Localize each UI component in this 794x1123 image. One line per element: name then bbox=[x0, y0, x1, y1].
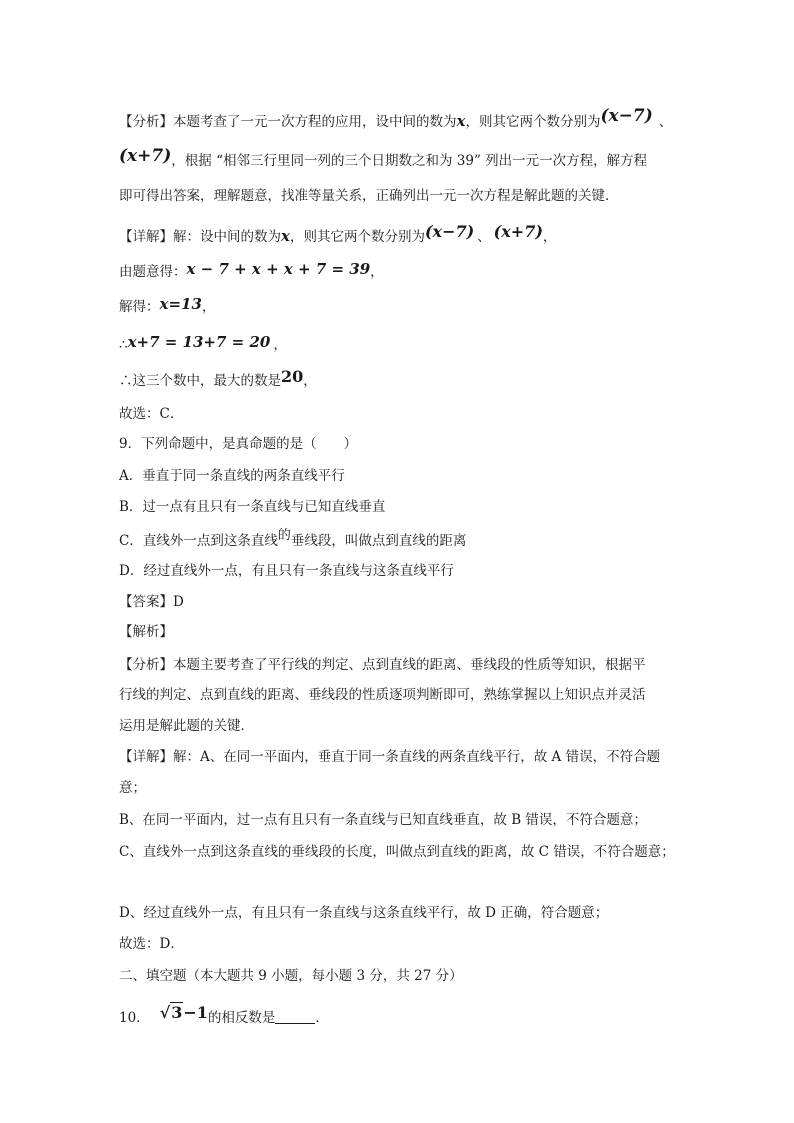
q9-answer: 【答案】D bbox=[119, 594, 184, 610]
q9-option-c: C．直线外一点到这条直线的垂线段，叫做点到直线的距离 bbox=[119, 528, 467, 549]
q9-detail-6: 故选：D． bbox=[119, 936, 184, 952]
analysis-line-3: 即可得出答案，理解题意，找准等量关系，正确列出一元一次方程是解此题的关键． bbox=[119, 188, 619, 204]
q9-detail-5: D、经过直线外一点，有且只有一条直线与这条直线平行，故 D 正确，符合题意； bbox=[119, 905, 609, 921]
q9-detail-4: C、直线外一点到这条直线的垂线段的长度，叫做点到直线的距离，故 C 错误，不符合题意； bbox=[119, 844, 675, 860]
q9-stem: 9．下列命题中，是真命题的是（ ） bbox=[119, 436, 358, 452]
max-value: 20 bbox=[281, 367, 304, 386]
solution: x=13 bbox=[159, 295, 202, 313]
q9-detail-1: 【详解】解：A、在同一平面内，垂直于同一条直线的两条直线平行，故 A 错误，不符合题 bbox=[119, 749, 661, 765]
q9-option-b: B．过一点有且只有一条直线与已知直线垂直 bbox=[119, 499, 386, 515]
q10: 10． √3−1的相反数是 ． bbox=[119, 1003, 329, 1026]
equation: x − 7 + x + x + 7 = 39 bbox=[186, 260, 371, 278]
var-x: x bbox=[281, 227, 290, 245]
analysis-line-1: 【分析】本题考查了一元一次方程的应用，设中间的数为x，则其它两个数分别为(x−7) 、 bbox=[119, 106, 673, 130]
expr-x-plus-7: (x+7) bbox=[119, 146, 172, 166]
expr-x-minus-7: (x−7) bbox=[424, 222, 475, 241]
q9-detail-2: 意； bbox=[119, 780, 146, 796]
q9-detail-3: B、在同一平面内，过一点有且只有一条直线与已知直线垂直，故 B 错误，不符合题意； bbox=[119, 812, 647, 828]
solve-line: 解得：x=13， bbox=[119, 295, 216, 315]
equation-line: 由题意得：x − 7 + x + x + 7 = 39， bbox=[119, 260, 384, 280]
q9-analysis-2: 行线的判定、点到直线的距离、垂线段的性质逐项判断即可，熟练掌握以上知识点并灵活 bbox=[119, 687, 646, 703]
q9-analysis-3: 运用是解此题的关键． bbox=[119, 718, 254, 734]
q9-option-a: A．垂直于同一条直线的两条直线平行 bbox=[119, 468, 345, 484]
calc-line: ∴x+7 = 13+7 = 20 ， bbox=[119, 333, 287, 353]
expr-x-plus-7: (x+7) bbox=[493, 222, 543, 241]
detail-line-1: 【详解】解：设中间的数为x，则其它两个数分别为(x−7) 、 (x+7)， bbox=[119, 222, 557, 245]
max-line: ∴这三个数中，最大的数是20， bbox=[119, 367, 317, 389]
sqrt-expression: √3−1 bbox=[159, 1003, 208, 1022]
expr-x-minus-7: (x−7) bbox=[600, 106, 653, 126]
choice-line: 故选：C． bbox=[119, 406, 184, 422]
analysis-line-2: (x+7)，根据 “相邻三行里同一列的三个日期数之和为 39” 列出一元一次方程，解方程 bbox=[119, 146, 648, 169]
calculation: x+7 = 13+7 = 20 bbox=[127, 333, 271, 351]
answer-blank[interactable] bbox=[275, 1009, 315, 1024]
var-x: x bbox=[456, 112, 466, 130]
q9-option-d: D．经过直线外一点，有且只有一条直线与这条直线平行 bbox=[119, 563, 454, 579]
section-title: 二、填空题（本大题共 9 小题，每小题 3 分，共 27 分） bbox=[119, 968, 463, 984]
q9-analysis-1: 【分析】本题主要考查了平行线的判定、点到直线的距离、垂线段的性质等知识，根据平 bbox=[119, 657, 646, 673]
q9-jiexi: 【解析】 bbox=[119, 624, 173, 640]
